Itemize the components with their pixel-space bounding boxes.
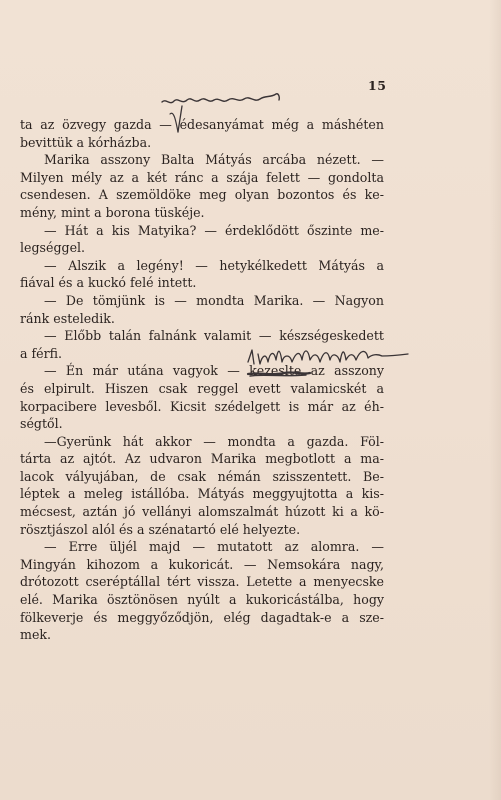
text-line: drótozott cseréptállal tért vissza. Letette a menyecske xyxy=(20,574,384,590)
text-line: — Előbb talán falnánk valamit — készségeskedett xyxy=(44,328,384,344)
text-line: ségtől. xyxy=(20,416,63,432)
text-line: — Én már utána vagyok — kezeslte az asszony xyxy=(44,363,384,379)
text-line: — Alszik a legény! — hetykélkedett Mátyás a xyxy=(44,257,384,273)
text-line: —Gyerünk hát akkor — mondta a gazda. Föl- xyxy=(44,433,384,449)
text-line: Milyen mély az a két ránc a szája felett — gondolta xyxy=(20,169,384,185)
text-line: lacok vályujában, de csak némán szisszentett. Be- xyxy=(20,468,384,484)
text-line: elé. Marika ösztönösen nyúlt a kukoricástálba, hogy xyxy=(20,592,384,608)
text-line: — De tömjünk is — mondta Marika. — Nagyon xyxy=(44,292,384,308)
text-line: — Erre üljél majd — mutatott az alomra. — xyxy=(44,539,384,555)
text-line: fölkeverje és meggyőződjön, elég dagadtak-e a sze- xyxy=(20,609,384,625)
text-line: a férfi. xyxy=(20,345,63,361)
text-line: korpacibere levesből. Kicsit szédelgett is már az éh- xyxy=(20,398,384,414)
page-edge-shadow xyxy=(489,0,501,800)
text-line: Marika asszony Balta Mátyás arcába nézett. — xyxy=(44,152,384,168)
text-line: — Hát a kis Matyika? — érdeklődött őszinte me- xyxy=(44,222,384,238)
text-line: léptek a meleg istállóba. Mátyás meggyujtotta a kis- xyxy=(20,486,384,502)
text-line: mek. xyxy=(20,627,52,643)
strikethrough-mark xyxy=(246,368,312,380)
text-line: tárta az ajtót. Az udvaron Marika megbotlott a ma- xyxy=(20,451,384,467)
handwritten-annotation-szegeny xyxy=(160,92,290,136)
text-line: ránk esteledik. xyxy=(20,310,115,326)
body-text xyxy=(20,116,384,644)
text-line: legséggel. xyxy=(20,240,86,256)
text-line: ta az özvegy gazda — édesanyámat még a máshéten xyxy=(20,117,384,132)
page-number: 15 xyxy=(368,78,387,93)
text-line: Mingyán kihozom a kukoricát. — Nemsokára nagy, xyxy=(20,556,384,572)
text-line: fiával és a kuckó felé intett. xyxy=(20,275,197,291)
text-line: és elpirult. Hiszen csak reggel evett valamicskét a xyxy=(20,380,384,396)
text-line: mény, mint a borona tüskéje. xyxy=(20,204,205,220)
text-line: mécsest, aztán jó vellányi alomszalmát húzott ki a kö- xyxy=(20,504,384,520)
text-line: bevittük a kórházba. xyxy=(20,134,152,150)
text-line: rösztjászol alól és a szénatartó elé helyezte. xyxy=(20,521,301,537)
text-line: csendesen. A szemöldöke meg olyan bozontos és ke- xyxy=(20,187,384,203)
